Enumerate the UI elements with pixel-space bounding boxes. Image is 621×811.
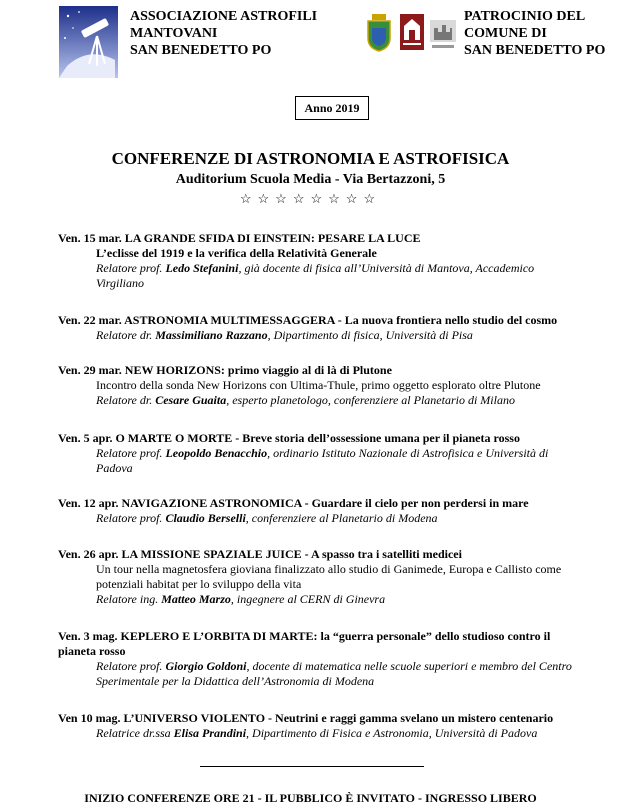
speaker-prefix: Relatore prof. [96, 659, 166, 673]
association-line-2: MANTOVANI [130, 26, 218, 41]
footer-note: INIZIO CONFERENZE ORE 21 - IL PUBBLICO È INVITATO - INGRESSO LIBERO [84, 791, 537, 805]
event-speaker [58, 659, 578, 689]
speaker-name: Elisa Prandini [173, 726, 247, 740]
event-title: Ven. 5 apr. O MARTE O MORTE - Breve storia dell’ossessione umana per il pianeta rosso [58, 431, 520, 445]
event-item [58, 431, 578, 476]
event-speaker [58, 328, 578, 343]
footer-divider [200, 766, 424, 767]
borgo-badge-icon [428, 14, 458, 52]
speaker-prefix: Relatore prof. [96, 261, 166, 275]
speaker-affiliation: , ordinario Istituto Nazionale di Astrofisica e Università di Padova [96, 446, 549, 475]
event-speaker [58, 592, 578, 607]
patronage-text [464, 8, 605, 59]
speaker-name: Massimiliano Razzano [155, 328, 268, 342]
venue-subtitle: Auditorium Scuola Media - Via Bertazzoni, 5 [175, 172, 446, 187]
speaker-affiliation: , docente di matematica nelle scuole superiori e membro del Centro Sperimentale per la Didattica dell’Astronomia di Modena [96, 659, 572, 688]
event-description: Incontro della sonda New Horizons con Ultima-Thule, primo oggetto esplorato oltre Plutone [96, 378, 541, 392]
speaker-prefix: Relatrice dr.ssa [96, 726, 174, 740]
year-box: Anno 2019 [295, 96, 369, 120]
event-speaker [58, 393, 578, 408]
event-item [58, 629, 578, 689]
speaker-affiliation: , Dipartimento di fisica, Università di Pisa [267, 328, 473, 342]
speaker-prefix: Relatore dr. [96, 328, 156, 342]
association-line-3: SAN BENEDETTO PO [130, 43, 272, 58]
event-title: Ven. 29 mar. NEW HORIZONS: primo viaggio al di là di Plutone [58, 363, 392, 377]
association-logo [59, 6, 118, 78]
city-emblem-icon [400, 14, 424, 50]
event-speaker [58, 261, 578, 291]
patronage-line-1: PATROCINIO DEL [464, 9, 586, 24]
speaker-prefix: Relatore dr. [96, 393, 156, 407]
patronage-line-3: SAN BENEDETTO PO [464, 43, 606, 58]
event-title: Ven. 3 mag. KEPLERO E L’ORBITA DI MARTE: la “guerra personale” dello studioso contro il pianeta rosso [58, 629, 551, 658]
association-name [130, 8, 317, 59]
municipality-crest-icon [366, 14, 392, 52]
speaker-affiliation: , conferenziere al Planetario di Modena [245, 511, 438, 525]
patronage-line-2: COMUNE DI [464, 26, 547, 41]
speaker-prefix: Relatore prof. [96, 446, 166, 460]
event-item [58, 711, 578, 741]
event-title: Ven. 12 apr. NAVIGAZIONE ASTRONOMICA - Guardare il cielo per non perdersi in mare [58, 496, 529, 510]
event-title: Ven. 22 mar. ASTRONOMIA MULTIMESSAGGERA - La nuova frontiera nello studio del cosmo [58, 313, 558, 327]
speaker-affiliation: , già docente di fisica all’Università di Mantova, Accademico Virgiliano [96, 261, 535, 290]
event-item [58, 363, 578, 408]
speaker-name: Leopoldo Benacchio [165, 446, 268, 460]
page-title: CONFERENZE DI ASTRONOMIA E ASTROFISICA [111, 149, 510, 168]
event-item [58, 496, 578, 526]
event-description: Un tour nella magnetosfera gioviana finalizzato allo studio di Ganimede, Europa e Callisto come potenziali habitat per lo sviluppo della vita [96, 562, 562, 591]
speaker-name: Cesare Guaita [155, 393, 227, 407]
speaker-prefix: Relatore ing. [96, 592, 162, 606]
event-speaker [58, 446, 578, 476]
event-item [58, 547, 578, 607]
speaker-name: Claudio Berselli [165, 511, 246, 525]
event-subtitle: L’eclisse del 1919 e la verifica della Relatività Generale [96, 246, 377, 260]
speaker-affiliation: , ingegnere al CERN di Ginevra [230, 592, 386, 606]
event-title: Ven. 15 mar. LA GRANDE SFIDA DI EINSTEIN: PESARE LA LUCE [58, 231, 421, 245]
speaker-affiliation: , Dipartimento di Fisica e Astronomia, Università di Padova [246, 726, 538, 740]
speaker-name: Ledo Stefanini [165, 261, 239, 275]
event-item [58, 231, 578, 291]
event-speaker [58, 726, 578, 741]
event-speaker [58, 511, 578, 526]
event-title: Ven 10 mag. L’UNIVERSO VIOLENTO - Neutrini e raggi gamma svelano un mistero centenario [58, 711, 554, 725]
event-item [58, 313, 578, 343]
event-title: Ven. 26 apr. LA MISSIONE SPAZIALE JUICE - A spasso tra i satelliti medicei [58, 547, 462, 561]
speaker-name: Giorgio Goldoni [165, 659, 247, 673]
speaker-prefix: Relatore prof. [96, 511, 166, 525]
speaker-affiliation: , esperto planetologo, conferenziere al Planetario di Milano [226, 393, 515, 407]
speaker-name: Matteo Marzo [161, 592, 231, 606]
stars-divider: ☆☆☆☆☆☆☆☆ [239, 191, 382, 206]
association-line-1: ASSOCIAZIONE ASTROFILI [130, 9, 318, 24]
